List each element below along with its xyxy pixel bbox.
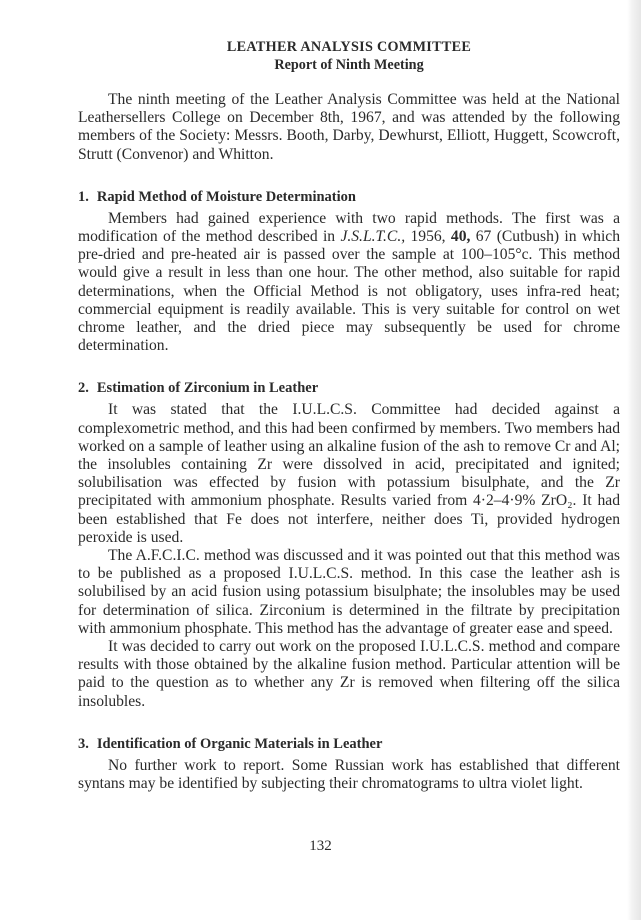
section-heading [78, 188, 620, 206]
section-moisture [78, 188, 620, 356]
intro-paragraph: The ninth meeting of the Leather Analysis Committee was held at the National Leathersellers College on December 8th, 1967, and was attended by the following members of the Society: Messrs. Booth, Darby, Dewhurst, Elliott, Huggett, Scowcroft, Strutt (Convenor) and Whitton. [78, 91, 620, 163]
section-paragraph: It was stated that the I.U.L.C.S. Committee had decided against a complexometric method, and this had been confirmed by members. Two members had worked on a sample of leather using an alkaline fusion of the ash to remove Cr and Al; the insolubles containing Zr were dissolved in acid, precipitated and ignited; solubilisation was effected by fusion with potassium bisulphate, and the Zr precipitated with ammonium phosphate. Results varied from 4·2–4·9% ZrO₂. It had been established that Fe does not interfere, neither does Ti, provided hydrogen peroxide is used. [78, 401, 620, 546]
section-heading [78, 735, 620, 753]
section-number: 1. [78, 188, 89, 205]
section-paragraph: No further work to report. Some Russian work has established that different syntans may be identified by subjecting their chromatograms to ultra violet light. [78, 756, 620, 793]
section-zirconium [78, 379, 620, 710]
section-paragraph: It was decided to carry out work on the proposed I.U.L.C.S. method and compare results with those obtained by the alkaline fusion method. Particular attention will be paid to the question as to whether any Zr is removed when filtering off the silica insolubles. [78, 638, 620, 710]
journal-volume: 40, [450, 228, 471, 246]
document-page [78, 38, 620, 793]
page-number: 132 [309, 838, 332, 854]
section-title: Identification of Organic Materials in Leather [96, 735, 383, 752]
section-title: Estimation of Zirconium in Leather [96, 380, 319, 397]
section-title: Rapid Method of Moisture Determination [96, 188, 356, 205]
section-organic-materials [78, 735, 620, 793]
page-gutter-shadow [627, 0, 641, 920]
document-title: LEATHER ANALYSIS COMMITTEE [226, 39, 472, 55]
section-number: 2. [78, 380, 89, 397]
section-paragraph: Members had gained experience with two rapid methods. The first was a modification of the method described in J.S.L.T.C., 1956, 40, 67 (Cutbush) in which pre-dried and pre-heated air is passed over the sample at 100–105°c. This method would give a result in less than one hour. The other method, also suitable for rapid determinations, when the Official Method is not obligatory, uses infra-red heat; commercial equipment is readily available. This is very suitable for control on wet chrome leather, and the dried piece may subsequently be used for chrome determination. [78, 209, 620, 355]
document-subtitle: Report of Ninth Meeting [274, 57, 424, 73]
journal-reference: J.S.L.T.C., [340, 228, 406, 246]
section-number: 3. [78, 735, 89, 752]
section-heading [78, 379, 620, 397]
section-paragraph: The A.F.C.I.C. method was discussed and it was pointed out that this method was to be published as a proposed I.U.L.C.S. method. In this case the leather ash is solubilised by an acid fusion using potassium bisulphate; the insolubles may be used for determination of silica. Zirconium is determined in the filtrate by precipitation with ammonium phosphate. This method has the advantage of greater ease and speed. [78, 547, 620, 637]
